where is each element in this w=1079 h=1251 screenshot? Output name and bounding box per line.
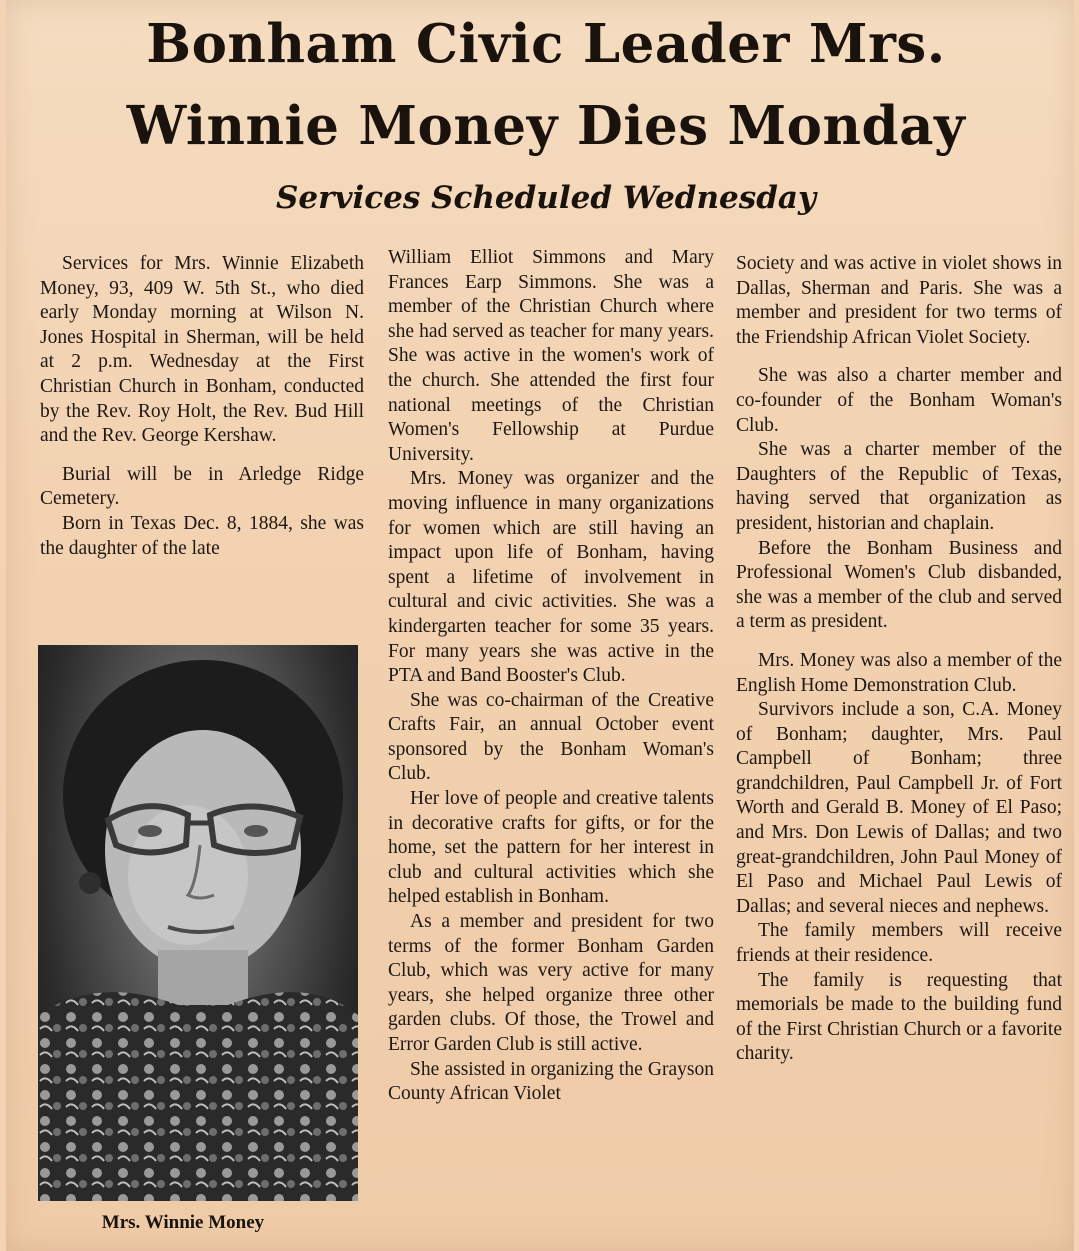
headline-line-1: Bonham Civic Leader Mrs.	[146, 13, 946, 75]
paragraph: The family is requesting that memorials be made to the building fund of the First Christian Church or a favorite charity.	[736, 969, 1062, 1065]
paragraph: Before the Bonham Business and Professional Women's Club disbanded, she was a member of the club and served a term as president.	[736, 537, 1062, 633]
portrait-photo	[38, 645, 358, 1201]
paragraph: She was a charter member of the Daughters of the Republic of Texas, having served that organization as president, historian and chaplain.	[736, 439, 1062, 534]
paragraph: Survivors include a son, C.A. Money of Bonham; daughter, Mrs. Paul Campbell of Bonham; three grandchildren, Paul Campbell Jr. of Fort Worth and Gerald B. Money of El Paso; and Mrs. Don Lewis of Dallas; and two great-grandchildren, John Paul Money of El Paso and Michael Paul Lewis of Dallas; and several nieces and nephews.	[736, 699, 1062, 917]
paragraph: Services for Mrs. Winnie Elizabeth Money, 93, 409 W. 5th St., who died early Monday morning at Wilson N. Jones Hospital in Sherman, will be held at 2 p.m. Wednesday at the First Christian Church in Bonham, conducted by the Rev. Roy Holt, the Rev. Bud Hill and the Rev. George Kershaw.	[40, 253, 364, 447]
paragraph: Born in Texas Dec. 8, 1884, she was the daughter of the late	[40, 512, 364, 559]
headline-line-2: Winnie Money Dies Monday	[126, 95, 966, 157]
article-column-1	[40, 252, 364, 561]
paragraph: Society and was active in violet shows in Dallas, Sherman and Paris. She was a member and president for two terms of the Friendship African Violet Society.	[736, 253, 1062, 348]
article-column-3	[736, 252, 1062, 1067]
paragraph: William Elliot Simmons and Mary Frances Earp Simmons. She was a member of the Christian Church where she had served as teacher for many years. She was active in the women's work of the church. She attended the first four national meetings of the Christian Women's Fellowship at Purdue University.	[388, 247, 714, 465]
paragraph: Mrs. Money was organizer and the moving influence in many organizations for women which are still having an impact upon life of Bonham, having spent a lifetime of involvement in cultural and civic activities. She was a kindergarten teacher for some 35 years. For many years she was active in the PTA and Band Booster's Club.	[388, 468, 714, 687]
paragraph: Burial will be in Arledge Ridge Cemetery.	[40, 463, 364, 510]
subheadline: Services Scheduled Wednesday	[276, 180, 816, 216]
paragraph: The family members will receive friends at their residence.	[736, 920, 1062, 967]
paragraph: She assisted in organizing the Grayson County African Violet	[388, 1058, 714, 1105]
newspaper-clipping	[6, 0, 1074, 1251]
article-column-2	[388, 246, 714, 1107]
portrait-image	[38, 645, 358, 1201]
photo-caption: Mrs. Winnie Money	[101, 1212, 265, 1233]
paragraph: As a member and president for two terms of the former Bonham Garden Club, which was very active for many years, she helped organize three other garden clubs. Of those, the Trowel and Error Garden Club is still active.	[388, 911, 714, 1055]
paragraph: Mrs. Money was also a member of the English Home Demonstration Club.	[736, 649, 1062, 696]
paragraph: She was also a charter member and co-founder of the Bonham Woman's Club.	[736, 365, 1062, 436]
paragraph: Her love of people and creative talents in decorative crafts for gifts, or for the home, set the pattern for her interest in club and cultural activities which she helped establish in Bonham.	[388, 788, 714, 908]
paragraph: She was co-chairman of the Creative Crafts Fair, an annual October event sponsored by the Bonham Woman's Club.	[388, 689, 714, 785]
